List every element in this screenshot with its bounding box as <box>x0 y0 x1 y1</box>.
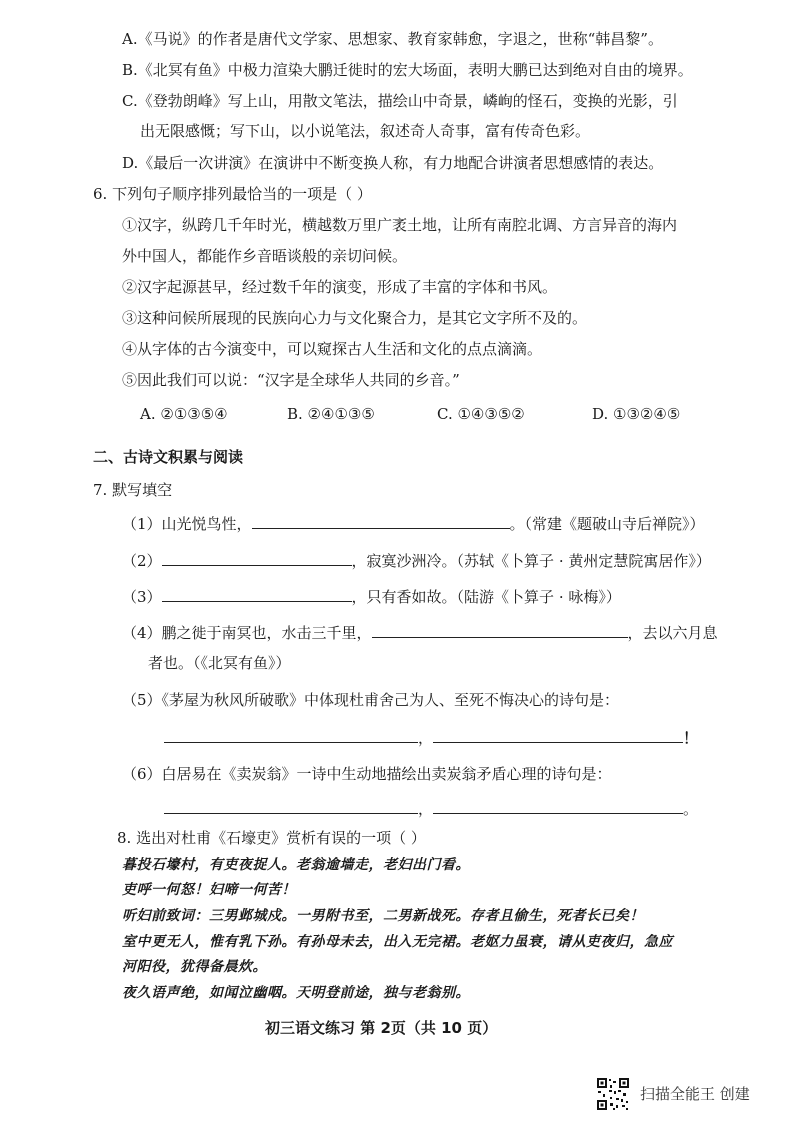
q6-sentence-1-line2: 外中国人，都能作乡音晤谈般的亲切问候。 <box>122 247 408 265</box>
q6-sentence-4: ④从字体的古今演变中，可以窥探古人生活和文化的点点滴滴。 <box>122 340 543 358</box>
q7-item-5: （5）《茅屋为秋风所破歌》中体现杜甫舍己为人、至死不悔决心的诗句是： <box>122 691 620 709</box>
q7-item-3-blank[interactable] <box>162 585 352 602</box>
q7-item-4-continuation: 者也。（《北冥有鱼》） <box>148 654 291 672</box>
q5-option-c-line2: 出无限感慨；写下山，以小说笔法，叙述奇人奇事，富有传奇色彩。 <box>140 122 591 140</box>
section-2-title: 二、古诗文积累与阅读 <box>93 448 244 466</box>
page-footer: 初三语文练习 第 2页（共 10 页） <box>265 1019 498 1037</box>
scanner-watermark-text: 扫描全能王 创建 <box>640 1085 750 1103</box>
q7-item-1-suffix: 。（常建《题破山寺后禅院》） <box>509 515 705 533</box>
q8-poem-line-1: 暮投石壕村，有吏夜捉人。老翁逾墙走，老妇出门看。 <box>122 857 470 873</box>
q7-item-5-blank-1[interactable] <box>164 726 418 743</box>
q6-sentence-2: ②汉字起源甚早，经过数千年的演变，形成了丰富的字体和书风。 <box>122 278 558 296</box>
q7-item-6-blank-1[interactable] <box>164 797 418 814</box>
q6-sentence-1-line1: ①汉字，纵跨几千年时光，横越数万里广袤土地，让所有南腔北调、方言异音的海内 <box>122 216 678 234</box>
q7-item-3-prefix: （3） <box>122 588 162 606</box>
q6-sentence-3: ③这种问候所展现的民族向心力与文化聚合力，是其它文字所不及的。 <box>122 309 588 327</box>
q7-item-1 <box>122 512 705 536</box>
q7-item-3 <box>122 585 621 609</box>
q7-stem: 7. 默写填空 <box>93 481 173 499</box>
q5-option-d: D.《最后一次讲演》在演讲中不断变换人称，有力地配合讲演者思想感情的表达。 <box>122 154 664 172</box>
qr-code-icon <box>596 1077 630 1111</box>
q8-poem-line-6: 夜久语声绝，如闻泣幽咽。天明登前途，独与老翁别。 <box>122 985 470 1001</box>
q6-sentence-5: ⑤因此我们可以说：“汉字是全球华人共同的乡音。” <box>122 371 460 389</box>
q7-item-5-separator: ， <box>418 729 434 747</box>
q7-item-5-end: ！ <box>683 729 699 747</box>
q5-option-c-line1: C.《登勃朗峰》写上山，用散文笔法，描绘山中奇景，嶙峋的怪石，变换的光影，引 <box>122 92 678 110</box>
q7-item-3-suffix: ，只有香如故。（陆游《卜算子 · 咏梅》） <box>351 588 621 606</box>
q7-item-4-blank[interactable] <box>372 621 628 638</box>
q8-stem: 8. 选出对杜甫《石壕吏》赏析有误的一项（ ） <box>117 829 426 847</box>
q8-poem-line-2: 吏呼一何怒！妇啼一何苦！ <box>122 882 296 898</box>
q6-stem: 6. 下列句子顺序排列最恰当的一项是（ ） <box>93 185 372 203</box>
q6-option-a: A. ②①③⑤④ <box>140 405 228 423</box>
q7-item-4-suffix: ，去以六月息 <box>627 624 718 642</box>
q6-option-d: D. ①③②④⑤ <box>592 405 681 423</box>
q5-option-b: B.《北冥有鱼》中极力渲染大鹏迁徙时的宏大场面，表明大鹏已达到绝对自由的境界。 <box>122 61 693 79</box>
q8-poem-line-3: 听妇前致词：三男邺城戍。一男附书至，二男新战死。存者且偷生，死者长已矣！ <box>122 908 644 924</box>
q7-item-5-blank-2[interactable] <box>433 726 683 743</box>
q8-poem-line-5: 河阳役，犹得备晨炊。 <box>122 959 267 975</box>
q7-item-6-end: 。 <box>683 800 699 818</box>
q7-item-6-answer <box>164 797 698 821</box>
q7-item-2 <box>122 549 711 573</box>
q8-poem-line-4: 室中更无人，惟有乳下孙。有孙母未去，出入无完裙。老妪力虽衰，请从吏夜归，急应 <box>122 934 673 950</box>
q7-item-4 <box>122 621 718 645</box>
q7-item-2-suffix: ，寂寞沙洲冷。（苏轼《卜算子 · 黄州定慧院寓居作》） <box>351 552 711 570</box>
q7-item-6-separator: ， <box>418 800 434 818</box>
q6-option-c: C. ①④③⑤② <box>437 405 525 423</box>
q7-item-2-prefix: （2） <box>122 552 162 570</box>
q7-item-4-prefix: （4）鹏之徙于南冥也，水击三千里， <box>122 624 372 642</box>
q6-option-b: B. ②④①③⑤ <box>287 405 375 423</box>
q7-item-2-blank[interactable] <box>162 549 352 566</box>
q7-item-6-blank-2[interactable] <box>433 797 683 814</box>
q7-item-5-answer <box>164 726 698 750</box>
q7-item-6: （6）白居易在《卖炭翁》一诗中生动地描绘出卖炭翁矛盾心理的诗句是： <box>122 765 612 783</box>
q7-item-1-blank[interactable] <box>252 512 510 529</box>
q7-item-1-prefix: （1）山光悦鸟性， <box>122 515 252 533</box>
q5-option-a: A.《马说》的作者是唐代文学家、思想家、教育家韩愈，字退之，世称“韩昌黎”。 <box>122 30 663 48</box>
